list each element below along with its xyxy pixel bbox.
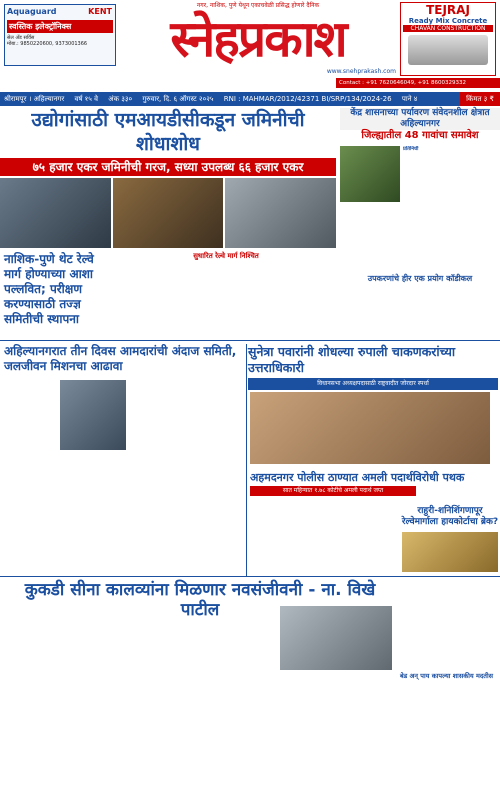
ad-sub: सेल अँड सर्विस [7, 35, 35, 41]
issue-price: किंमत ३ ₹ [460, 92, 500, 106]
lead-photo-1 [0, 178, 111, 248]
ad-brand-aquaguard: Aquaguard [7, 7, 57, 16]
mid-story [114, 252, 338, 261]
lead-photo-3 [225, 178, 336, 248]
mid-story-title[interactable]: सुधारित रेल्वे मार्ग निश्चित [193, 252, 259, 260]
masthead-tagline: नगर, नाशिक, पुणे येथून एकाचवेळी प्रसिद्ध होणारे दैनिक [196, 2, 320, 9]
ad-contact: Contact : +91 7620646049, +91 8600329332 [336, 78, 500, 88]
left-second-headline[interactable]: अहिल्यानगरात तीन दिवस आमदारांची अंदाज समिती, जलजीवन मिशनचा आढावा [4, 344, 237, 373]
issue-number: अंक ३३० [108, 95, 133, 103]
divider-2 [0, 576, 500, 577]
advertisement-right [400, 2, 496, 76]
issue-place: श्रीरामपूर । अहिल्यानगर [4, 95, 65, 103]
divider-vertical [246, 344, 247, 576]
masthead [120, 2, 396, 78]
police-headline[interactable]: अहमदनगर पोलीस ठाण्यात अमली पदार्थविरोधी पथक [250, 471, 465, 484]
issue-date: गुरुवार, दि. ६ ऑगस्ट २०२५ [142, 95, 214, 103]
rahuri-photo [402, 532, 498, 572]
meeting-photo [250, 392, 490, 464]
ad-tejraj-brand: TEJRAJ [426, 3, 470, 17]
newspaper-logo: स्नेहप्रकाश [170, 10, 346, 68]
issue-year: वर्ष १५ वे [74, 95, 99, 103]
bottom-photo [280, 606, 392, 670]
ad-brand-kent: KENT [88, 7, 112, 16]
right-top-title1[interactable]: केंद्र शासनाच्या पर्यावरण संवेदनशील क्षेत्रात अहिल्यानगर [340, 108, 500, 130]
bed-headline[interactable]: बेड अन् पाय कापल्या शासकीय मदतीस [400, 672, 494, 680]
mixer-truck-image [408, 35, 488, 65]
lead-subhead: ७५ हजार एकर जमिनीची गरज, सध्या उपलब्ध ६६ हजार एकर [0, 158, 336, 176]
lead-headline[interactable]: उद्योगांसाठी एमआयडीसीकडून जमिनीची शोधाशोध [31, 109, 305, 155]
issue-rni: RNI : MAHMAR/2012/42371 BI/SRP/134/2024-26 [223, 95, 392, 103]
right-second-headline[interactable]: सुनेत्रा पवारांनी शोधल्या रुपाली चाकणकरांच्या उत्तराधिकारी [248, 344, 456, 375]
police-subhead: सात महिन्यात १.७८ कोटींचे अमली पदार्थ जप्त [250, 486, 416, 496]
ad-shop-name: स्वस्तिक इलेक्ट्रॉनिक्स [7, 20, 113, 33]
right-top-photo [340, 146, 400, 202]
issue-strip [0, 92, 500, 106]
bottom-headline[interactable]: कुकडी सीना कालव्यांना मिळणार नवसंजीवनी - ना. विखे पाटील [24, 580, 376, 620]
rahuri-headline[interactable]: राहुरी-शनिशिंगणापूर रेल्वेमार्गाला हायकोर्टाचा ब्रेक? [401, 506, 499, 527]
right-top-story [340, 108, 500, 274]
website-link[interactable]: www.snehprakash.com [326, 68, 396, 75]
side-story-headline[interactable]: नाशिक-पुणे थेट रेल्वे मार्ग होण्याच्या आशा पल्लवित; परीक्षण करण्यासाठी तज्ज्ञ समितीची स्थापना [4, 252, 94, 326]
ad-phone: मोबा.: 9850220600, 9373001366 [7, 41, 88, 47]
right-box-title[interactable]: उपकरणांचे हीर एक प्रयोग कॉडीकल [367, 274, 473, 283]
right-top-text: प्रतिनिधी [403, 146, 419, 152]
right-second-strip: विधानसभा अध्यक्षपदासाठी राष्ट्रवादीत जोरदार स्पर्धा [248, 378, 498, 390]
committee-photo [60, 380, 126, 450]
divider-1 [0, 340, 500, 341]
ad-tejraj-sub: Ready Mix Concrete [408, 17, 488, 25]
ad-tejraj-line: CHAVAN CONSTRUCTION [403, 25, 493, 32]
issue-pages: पाने ४ [401, 95, 418, 103]
lead-story [0, 108, 336, 182]
lead-photos [0, 178, 336, 248]
lead-photo-2 [113, 178, 224, 248]
advertisement-left [4, 4, 116, 66]
right-top-title2[interactable]: जिल्ह्यातील 48 गावांचा समावेश [361, 130, 479, 141]
